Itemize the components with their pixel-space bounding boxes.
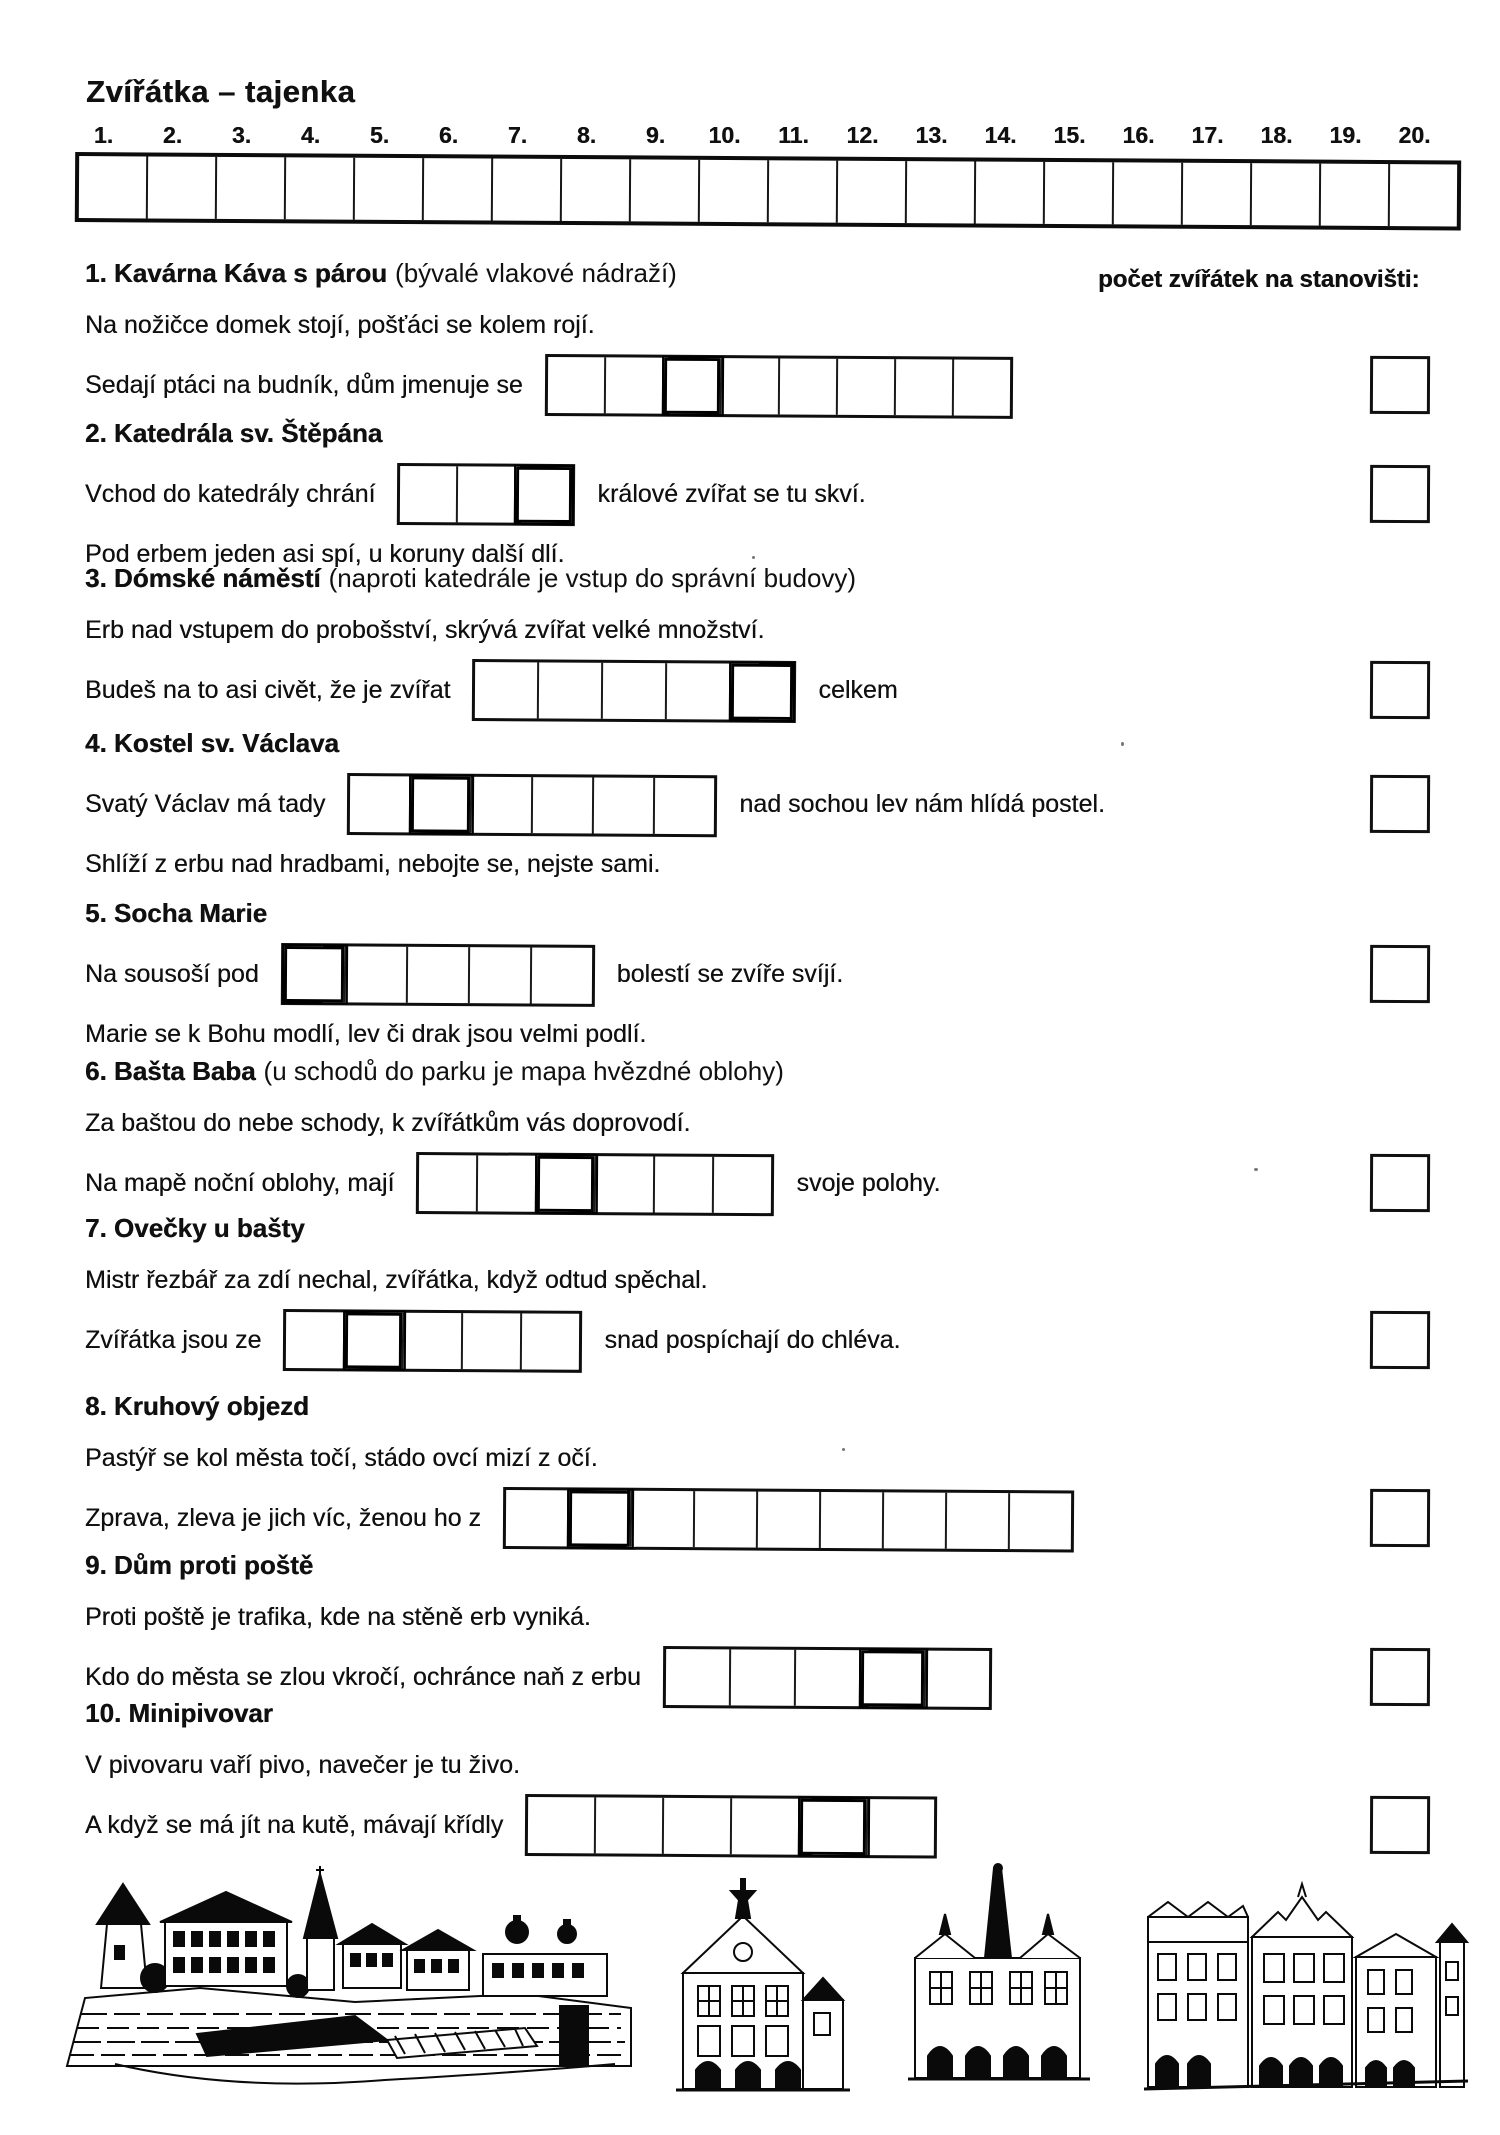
- clue-line: [85, 608, 1377, 652]
- tajenka-cell[interactable]: [700, 160, 769, 222]
- section-title: 6. Bašta Baba: [85, 1056, 256, 1086]
- animal-count-box[interactable]: [1370, 465, 1430, 523]
- tajenka-number: 7.: [507, 122, 528, 148]
- answer-cell[interactable]: [594, 778, 655, 834]
- answer-cell[interactable]: [286, 1312, 345, 1368]
- answer-cell[interactable]: [868, 1799, 934, 1855]
- clue-text: Na nožičce domek stojí, pošťáci se kolem rojí.: [85, 310, 595, 339]
- answer-cell[interactable]: [539, 662, 603, 718]
- tajenka-cell[interactable]: [1321, 164, 1390, 226]
- section-title: 2. Katedrála sv. Štěpána: [85, 418, 383, 448]
- tajenka-cell[interactable]: [907, 161, 976, 223]
- answer-cell[interactable]: [548, 357, 606, 413]
- clue-text: králové zvířat se tu skví.: [597, 479, 866, 508]
- town-hall-illustration: [890, 1862, 1105, 2112]
- clue-text: celkem: [818, 675, 898, 704]
- answer-cell[interactable]: [596, 1797, 664, 1853]
- clue-line: [85, 1309, 1377, 1371]
- answer-cell[interactable]: [821, 1492, 884, 1548]
- tajenka-number: 11.: [778, 122, 809, 148]
- answer-boxes: [472, 659, 796, 723]
- tajenka-number: 6.: [438, 122, 459, 148]
- animal-count-box[interactable]: [1370, 661, 1430, 719]
- section-title: 1. Kavárna Káva s párou: [85, 258, 388, 288]
- clue-text: svoje polohy.: [796, 1168, 941, 1197]
- tajenka-cell[interactable]: [286, 157, 355, 219]
- tajenka-cell[interactable]: [769, 160, 838, 222]
- answer-cell[interactable]: [1010, 1493, 1071, 1549]
- tajenka-cell[interactable]: [217, 157, 286, 219]
- answer-cell[interactable]: [506, 1490, 569, 1546]
- clue-section-8: [85, 1391, 1377, 1549]
- answer-cell[interactable]: [606, 357, 664, 413]
- answer-cell[interactable]: [419, 1155, 478, 1211]
- section-heading: [85, 1698, 1377, 1736]
- clue-text: Zprava, zleva je jich víc, ženou ho z: [85, 1503, 482, 1532]
- tajenka-cell[interactable]: [79, 156, 148, 218]
- clue-text: nad sochou lev nám hlídá postel.: [739, 789, 1105, 818]
- section-heading: [85, 563, 1377, 601]
- tajenka-cell[interactable]: [1045, 162, 1114, 224]
- answer-boxes: [545, 354, 1013, 419]
- clue-line: [85, 773, 1377, 835]
- answer-cell-bold[interactable]: [664, 358, 722, 414]
- answer-cell[interactable]: [408, 947, 470, 1003]
- tajenka-cell[interactable]: [1390, 164, 1457, 226]
- animal-count-box[interactable]: [1370, 1311, 1430, 1369]
- clue-text: Pastýř se kol města točí, stádo ovcí mizí z očí.: [85, 1443, 598, 1472]
- answer-cell[interactable]: [596, 1156, 655, 1212]
- animal-count-box[interactable]: [1370, 1489, 1430, 1547]
- tajenka-number: 16.: [1122, 122, 1155, 148]
- answer-cell[interactable]: [667, 663, 731, 719]
- clue-line: [85, 1595, 1377, 1639]
- tajenka-strip: [75, 122, 1461, 222]
- answer-cell[interactable]: [522, 1313, 579, 1369]
- animal-count-box[interactable]: [1370, 356, 1430, 414]
- gabled-house-illustration: [658, 1878, 858, 2118]
- answer-cell[interactable]: [655, 1156, 714, 1212]
- tajenka-number: 17.: [1191, 122, 1224, 148]
- tajenka-number: 2.: [162, 122, 183, 148]
- answer-cell[interactable]: [472, 777, 533, 833]
- section-heading: [85, 1391, 1377, 1429]
- answer-cell-bold[interactable]: [537, 1156, 596, 1212]
- clue-line: [85, 943, 1377, 1005]
- tajenka-cell[interactable]: [355, 158, 424, 220]
- answer-cell[interactable]: [896, 359, 954, 415]
- tajenka-number: 4.: [300, 122, 321, 148]
- section-title: 4. Kostel sv. Václava: [85, 728, 339, 758]
- answer-cell[interactable]: [758, 1492, 821, 1548]
- tajenka-number: 20.: [1398, 122, 1431, 148]
- arcade-street-illustration: [1140, 1872, 1470, 2112]
- answer-cell[interactable]: [532, 948, 592, 1004]
- answer-boxes: [397, 463, 575, 526]
- clue-section-6: [85, 1056, 1377, 1214]
- section-heading: [85, 1056, 1377, 1094]
- answer-cell[interactable]: [695, 1491, 758, 1547]
- section-title: 10. Minipivovar: [85, 1698, 273, 1728]
- answer-cell[interactable]: [664, 1798, 732, 1854]
- answer-cell[interactable]: [350, 776, 411, 832]
- tajenka-number: 19.: [1329, 122, 1362, 148]
- tajenka-number: 12.: [846, 122, 879, 148]
- answer-cell-bold[interactable]: [345, 1312, 404, 1368]
- answer-cell-bold[interactable]: [411, 776, 472, 832]
- answer-cell[interactable]: [528, 1797, 596, 1853]
- answer-boxes: [503, 1487, 1074, 1552]
- clue-text: V pivovaru vaří pivo, navečer je tu živo.: [85, 1750, 520, 1779]
- section-note: (u schodů do parku je mapa hvězdné oblohy): [263, 1056, 784, 1086]
- tajenka-number: 3.: [231, 122, 252, 148]
- clue-line: [85, 303, 1377, 347]
- answer-cell[interactable]: [475, 662, 539, 718]
- tajenka-cell[interactable]: [976, 162, 1045, 224]
- clue-line: [85, 1258, 1377, 1302]
- tajenka-number: 15.: [1053, 122, 1086, 148]
- tajenka-cells: [75, 152, 1461, 230]
- clue-line: [85, 1436, 1377, 1480]
- clue-section-10: [85, 1698, 1377, 1856]
- tajenka-cell[interactable]: [631, 159, 700, 221]
- clue-text: Budeš na to asi civět, že je zvířat: [85, 675, 451, 704]
- section-heading: [85, 1213, 1377, 1251]
- tajenka-cell[interactable]: [1114, 162, 1183, 224]
- clue-section-1: [85, 258, 1377, 416]
- section-heading: [85, 1550, 1377, 1588]
- answer-cell[interactable]: [533, 777, 594, 833]
- clue-text: Na mapě noční oblohy, mají: [85, 1168, 395, 1197]
- answer-boxes: [281, 943, 595, 1007]
- answer-boxes: [525, 1794, 937, 1859]
- answer-cell-bold[interactable]: [800, 1799, 868, 1855]
- tajenka-number: 13.: [915, 122, 948, 148]
- scan-speck: [1254, 1168, 1258, 1171]
- clue-text: Proti poště je trafika, kde na stěně erb vyniká.: [85, 1602, 591, 1631]
- section-heading: [85, 898, 1377, 936]
- answer-cell[interactable]: [732, 1798, 800, 1854]
- answer-cell[interactable]: [838, 359, 896, 415]
- clue-line: [85, 842, 1377, 886]
- section-title: 9. Dům proti poště: [85, 1550, 314, 1580]
- answer-cell[interactable]: [346, 946, 408, 1002]
- clue-text: Za baštou do nebe schody, k zvířátkům vás doprovodí.: [85, 1108, 691, 1137]
- animal-count-box[interactable]: [1370, 1154, 1430, 1212]
- section-title: 8. Kruhový objezd: [85, 1391, 309, 1421]
- answer-cell[interactable]: [478, 1155, 537, 1211]
- answer-cell[interactable]: [470, 947, 532, 1003]
- clue-line: [85, 354, 1377, 416]
- tajenka-cell[interactable]: [148, 156, 217, 218]
- tajenka-number: 10.: [708, 122, 741, 148]
- clue-text: snad pospíchají do chléva.: [604, 1325, 901, 1354]
- answer-cell[interactable]: [400, 466, 458, 522]
- tajenka-number: 14.: [984, 122, 1017, 148]
- clue-line: [85, 1794, 1377, 1856]
- town-panorama-illustration: [55, 1866, 650, 2111]
- clue-text: Pod erbem jeden asi spí, u koruny další dlí.: [85, 539, 565, 568]
- section-heading: [85, 418, 1377, 456]
- clue-text: Kdo do města se zlou vkročí, ochránce naň z erbu: [85, 1662, 641, 1691]
- answer-cell[interactable]: [780, 358, 838, 414]
- clue-text: Shlíží z erbu nad hradbami, nebojte se, nejste sami.: [85, 849, 661, 878]
- tajenka-number: 9.: [645, 122, 666, 148]
- clue-line: [85, 1487, 1377, 1549]
- section-note: (bývalé vlakové nádraží): [395, 258, 677, 288]
- count-header: počet zvířátek na stanovišti:: [1098, 266, 1420, 293]
- clue-line: [85, 1152, 1377, 1214]
- answer-boxes: [347, 773, 717, 837]
- page-title: Zvířátka – tajenka: [86, 74, 356, 109]
- clue-text: Mistr řezbář za zdí nechal, zvířátka, když odtud spěchal.: [85, 1265, 708, 1294]
- animal-count-box[interactable]: [1370, 775, 1430, 833]
- tajenka-numbers: [75, 122, 1461, 149]
- answer-cell-bold[interactable]: [731, 664, 793, 720]
- tajenka-number: 8.: [576, 122, 597, 148]
- section-title: 5. Socha Marie: [85, 898, 268, 928]
- tajenka-number: 5.: [369, 122, 390, 148]
- answer-cell[interactable]: [954, 359, 1010, 415]
- clue-section-3: [85, 563, 1377, 721]
- clue-line: [85, 463, 1377, 525]
- animal-count-box[interactable]: [1370, 945, 1430, 1003]
- clue-text: A když se má jít na kutě, mávají křídly: [85, 1810, 504, 1839]
- answer-cell-bold[interactable]: [516, 467, 572, 523]
- tajenka-cell[interactable]: [1183, 163, 1252, 225]
- clue-line: [85, 1012, 1377, 1056]
- answer-cell-bold[interactable]: [284, 946, 346, 1002]
- section-note: (naproti katedrále je vstup do správní budovy): [328, 563, 857, 593]
- answer-cell[interactable]: [722, 358, 780, 414]
- clue-text: Sedají ptáci na budník, dům jmenuje se: [85, 370, 523, 399]
- answer-cell[interactable]: [947, 1493, 1010, 1549]
- clue-section-9: [85, 1550, 1377, 1708]
- scan-speck: [842, 1448, 845, 1451]
- tajenka-cell[interactable]: [424, 158, 493, 220]
- answer-cell[interactable]: [884, 1492, 947, 1548]
- scan-speck: [752, 556, 755, 559]
- section-title: 7. Ovečky u bašty: [85, 1213, 305, 1243]
- clue-text: Na sousoší pod: [85, 959, 259, 988]
- tajenka-cell[interactable]: [838, 161, 907, 223]
- scan-speck: [1121, 742, 1124, 746]
- answer-cell[interactable]: [632, 1491, 695, 1547]
- section-title: 3. Dómské náměstí: [85, 563, 321, 593]
- clue-text: Zvířátka jsou ze: [85, 1325, 262, 1354]
- clue-text: bolestí se zvíře svíjí.: [616, 959, 844, 988]
- clue-section-7: [85, 1213, 1377, 1371]
- answer-cell[interactable]: [404, 1313, 463, 1369]
- clue-line: [85, 1101, 1377, 1145]
- answer-cell[interactable]: [458, 466, 516, 522]
- tajenka-cell[interactable]: [493, 159, 562, 221]
- section-heading: [85, 258, 1377, 296]
- clue-text: Svatý Václav má tady: [85, 789, 326, 818]
- answer-cell[interactable]: [666, 1649, 731, 1705]
- clue-section-2: [85, 418, 1377, 576]
- clue-text: Vchod do katedrály chrání: [85, 479, 376, 508]
- clue-line: [85, 659, 1377, 721]
- clue-text: Erb nad vstupem do probošství, skrývá zvířat velké množství.: [85, 615, 765, 644]
- tajenka-number: 1.: [93, 122, 114, 148]
- clue-section-5: [85, 898, 1377, 1056]
- clue-text: Marie se k Bohu modlí, lev či drak jsou velmi podlí.: [85, 1019, 647, 1048]
- clue-section-4: [85, 728, 1377, 886]
- answer-cell-bold[interactable]: [569, 1490, 632, 1546]
- answer-boxes: [416, 1152, 774, 1216]
- section-heading: [85, 728, 1377, 766]
- answer-cell[interactable]: [655, 778, 714, 834]
- answer-cell[interactable]: [603, 663, 667, 719]
- answer-boxes: [283, 1309, 582, 1373]
- animal-count-box[interactable]: [1370, 1796, 1430, 1854]
- answer-cell[interactable]: [714, 1157, 771, 1213]
- clue-line: [85, 1743, 1377, 1787]
- tajenka-cell[interactable]: [1252, 163, 1321, 225]
- animal-count-box[interactable]: [1370, 1648, 1430, 1706]
- tajenka-number: 18.: [1260, 122, 1293, 148]
- tajenka-cell[interactable]: [562, 159, 631, 221]
- answer-cell[interactable]: [463, 1313, 522, 1369]
